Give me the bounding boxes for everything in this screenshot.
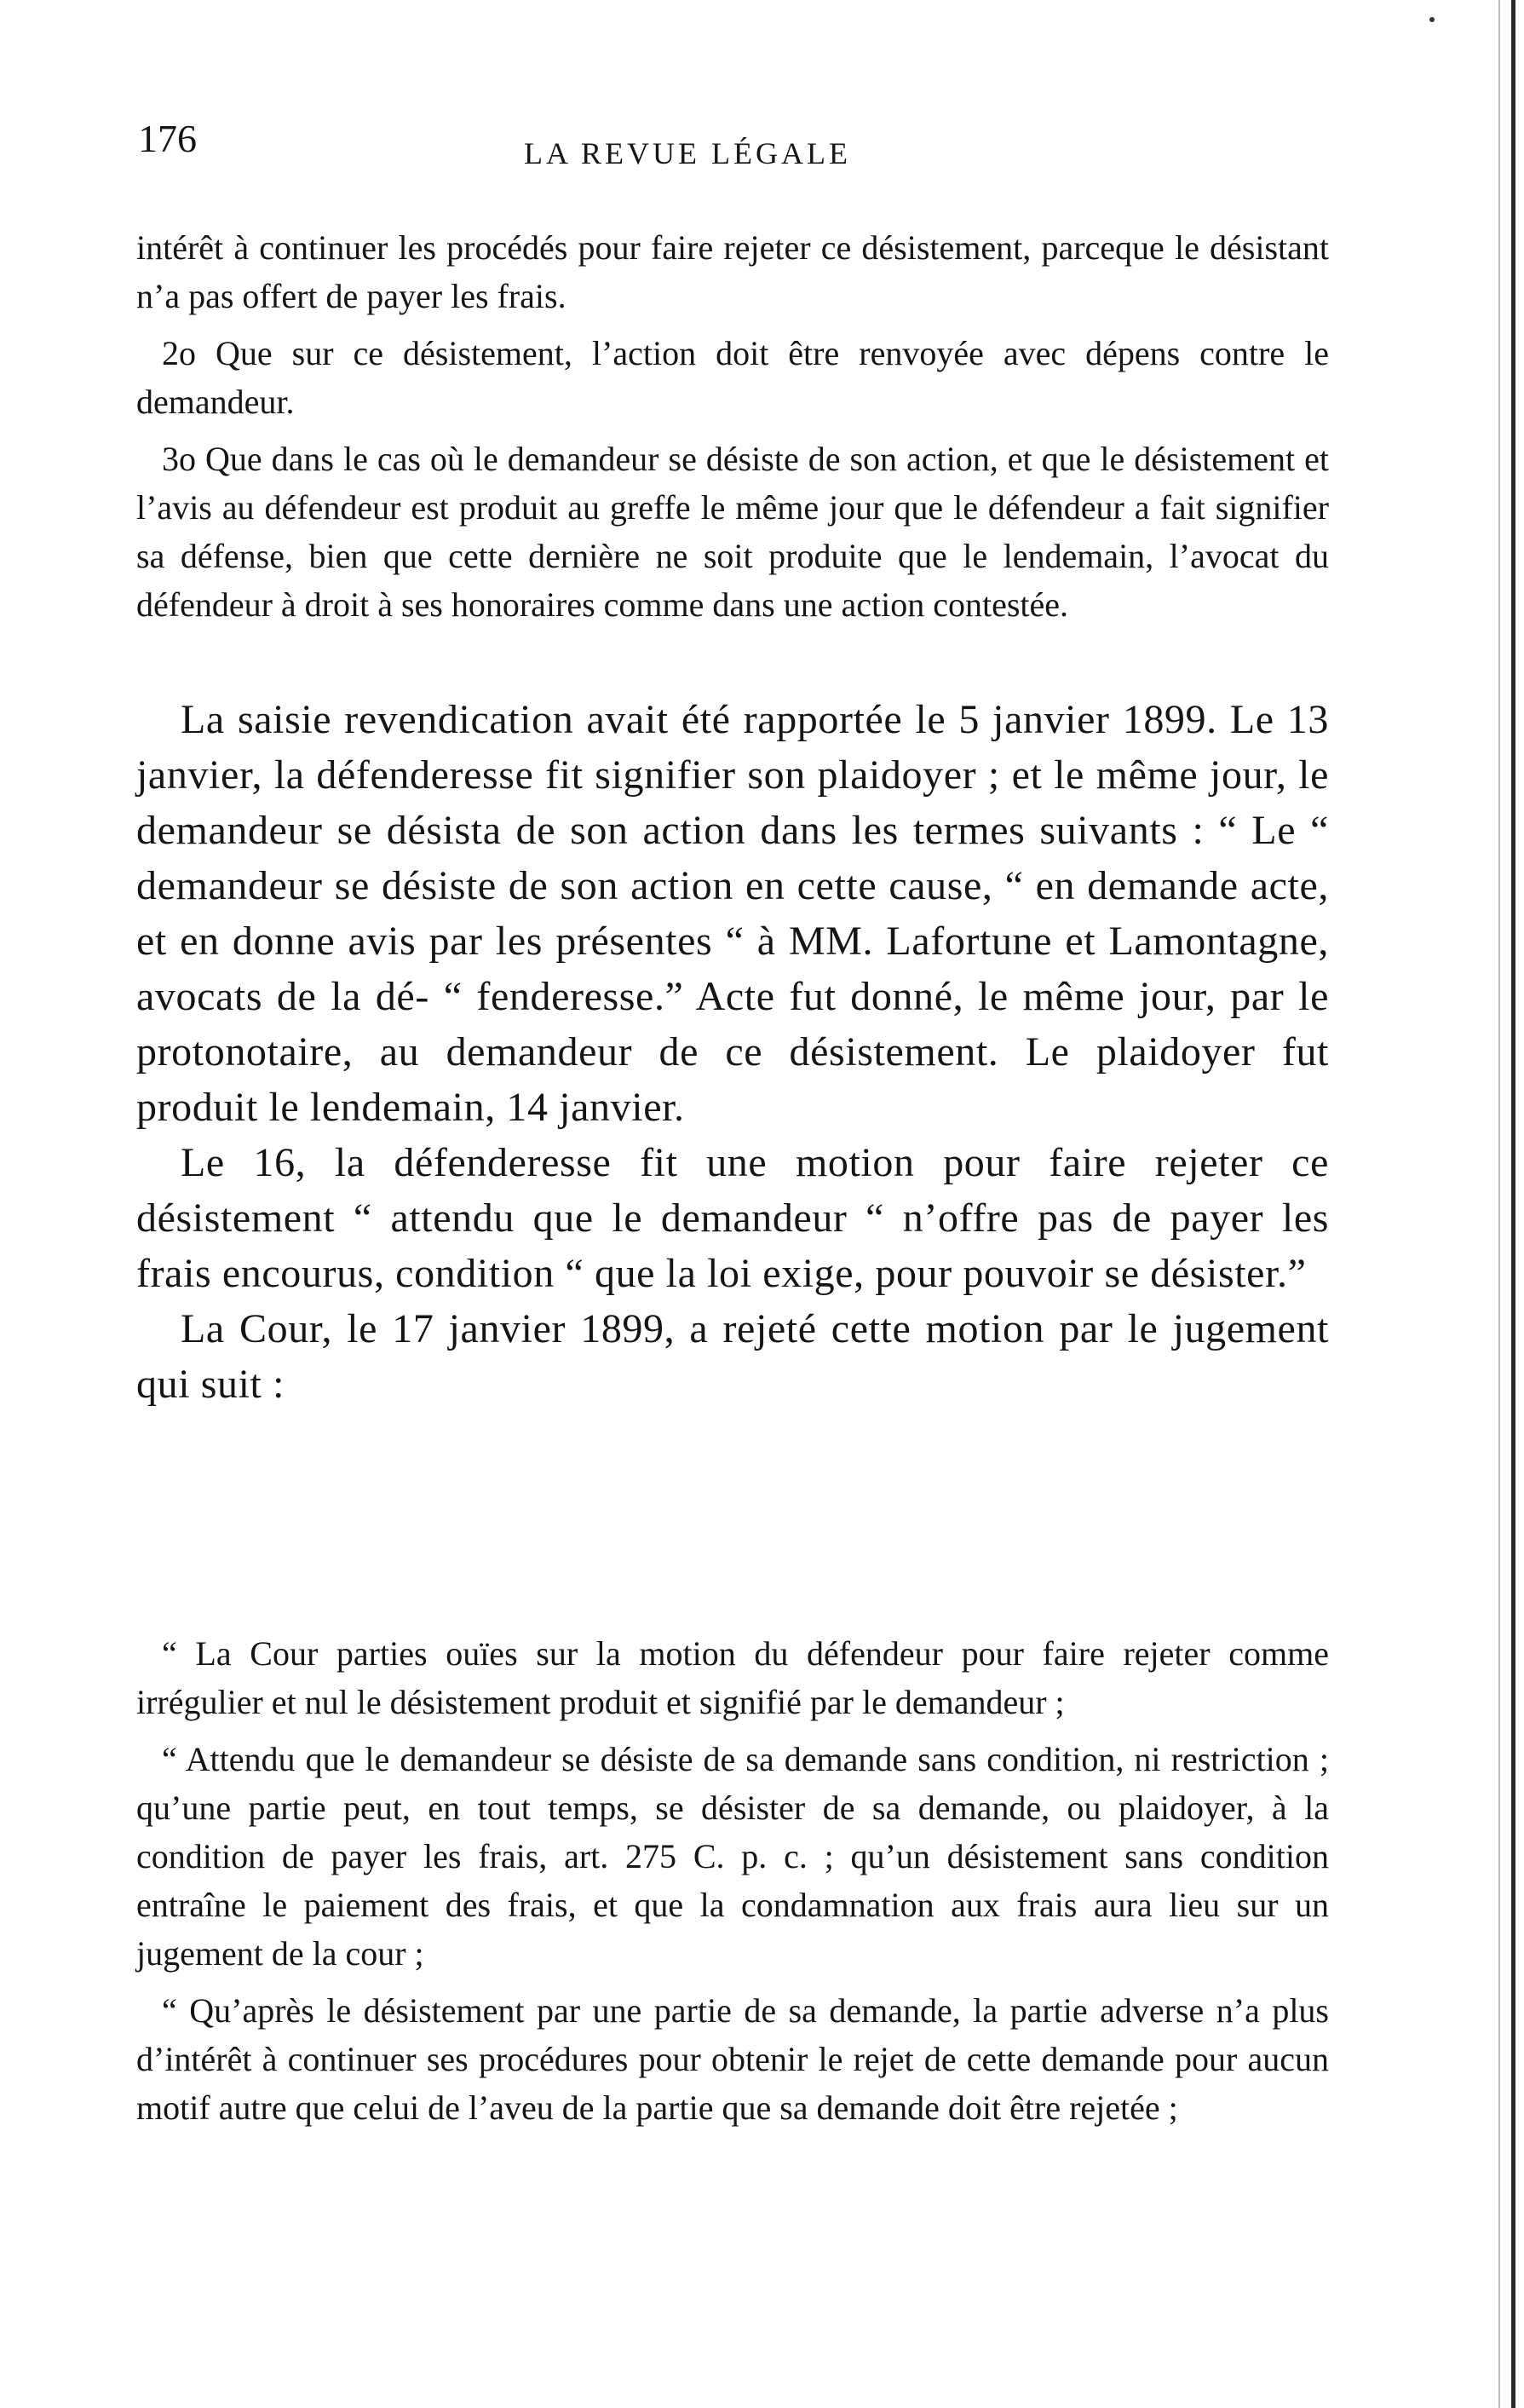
judgment-paragraph: “ Attendu que le demandeur se désiste de sa demande sans condition, ni restriction ; qu’une partie peut, en tout temps, se désister de sa demande, ou plaidoyer, à la condition de payer les frais, art. 275 C. p. c. ; qu’un désistement sans condition entraîne le paiement des frais, et que la condamnation aux frais aura lieu sur un jugement de la cour ; — [136, 1740, 1329, 1973]
page-edge-shadow — [1498, 0, 1500, 2408]
headnote-paragraph: 2o Que sur ce désistement, l’action doit être renvoyée avec dépens contre le demandeur. — [136, 334, 1329, 421]
ink-speck — [1429, 17, 1435, 22]
judgment-paragraph: “ La Cour parties ouïes sur la motion du défendeur pour faire rejeter comme irrégulier et nul le désistement produit et signifié par le demandeur ; — [136, 1634, 1329, 1721]
body-paragraph: Le 16, la défenderesse fit une motion pour faire rejeter ce désistement “ attendu que le demandeur “ n’offre pas de payer les frais encourus, condition “ que la loi exige, pour pouvoir se désister.” — [136, 1140, 1329, 1296]
running-title: LA REVUE LÉGALE — [524, 136, 851, 170]
body-text-block — [136, 692, 1329, 1412]
body-paragraph: La saisie revendication avait été rapportée le 5 janvier 1899. Le 13 janvier, la défenderesse fit signifier son plaidoyer ; et le même jour, le demandeur se désista de son action dans les termes suivants : “ Le “ demandeur se désiste de son action en cette cause, “ en demande acte, et en donne avis par les présentes “ à MM. Lafortune et Lamontagne, avocats de la dé- “ fenderesse.” Acte fut donné, le même jour, par le protonotaire, au demandeur de ce désistement. Le plaidoyer fut produit le lendemain, 14 janvier. — [136, 697, 1329, 1130]
judgment-paragraph: “ Qu’après le désistement par une partie de sa demande, la partie adverse n’a plus d’intérêt à continuer ses procédures pour obtenir le rejet de cette demande pour aucun motif autre que celui de l’aveu de la partie que sa demande doit être rejetée ; — [136, 1991, 1329, 2127]
headnote-paragraph: 3o Que dans le cas où le demandeur se désiste de son action, et que le désistement et l’avis au défendeur est produit au greffe le même jour que le défendeur a fait signifier sa défense, bien que cette dernière ne soit produite que le lendemain, l’avocat du défendeur à droit à ses honoraires comme dans une action contestée. — [136, 440, 1329, 624]
headnote-paragraph: intérêt à continuer les procédés pour faire rejeter ce désistement, parceque le désistant n’a pas offert de payer les frais. — [136, 228, 1329, 315]
judgment-quote-block — [136, 1629, 1329, 2140]
page-edge-line — [1511, 0, 1515, 2408]
page-number: 176 — [138, 117, 197, 160]
body-paragraph: La Cour, le 17 janvier 1899, a rejeté cette motion par le jugement qui suit : — [136, 1306, 1329, 1407]
headnotes-block — [136, 223, 1329, 637]
